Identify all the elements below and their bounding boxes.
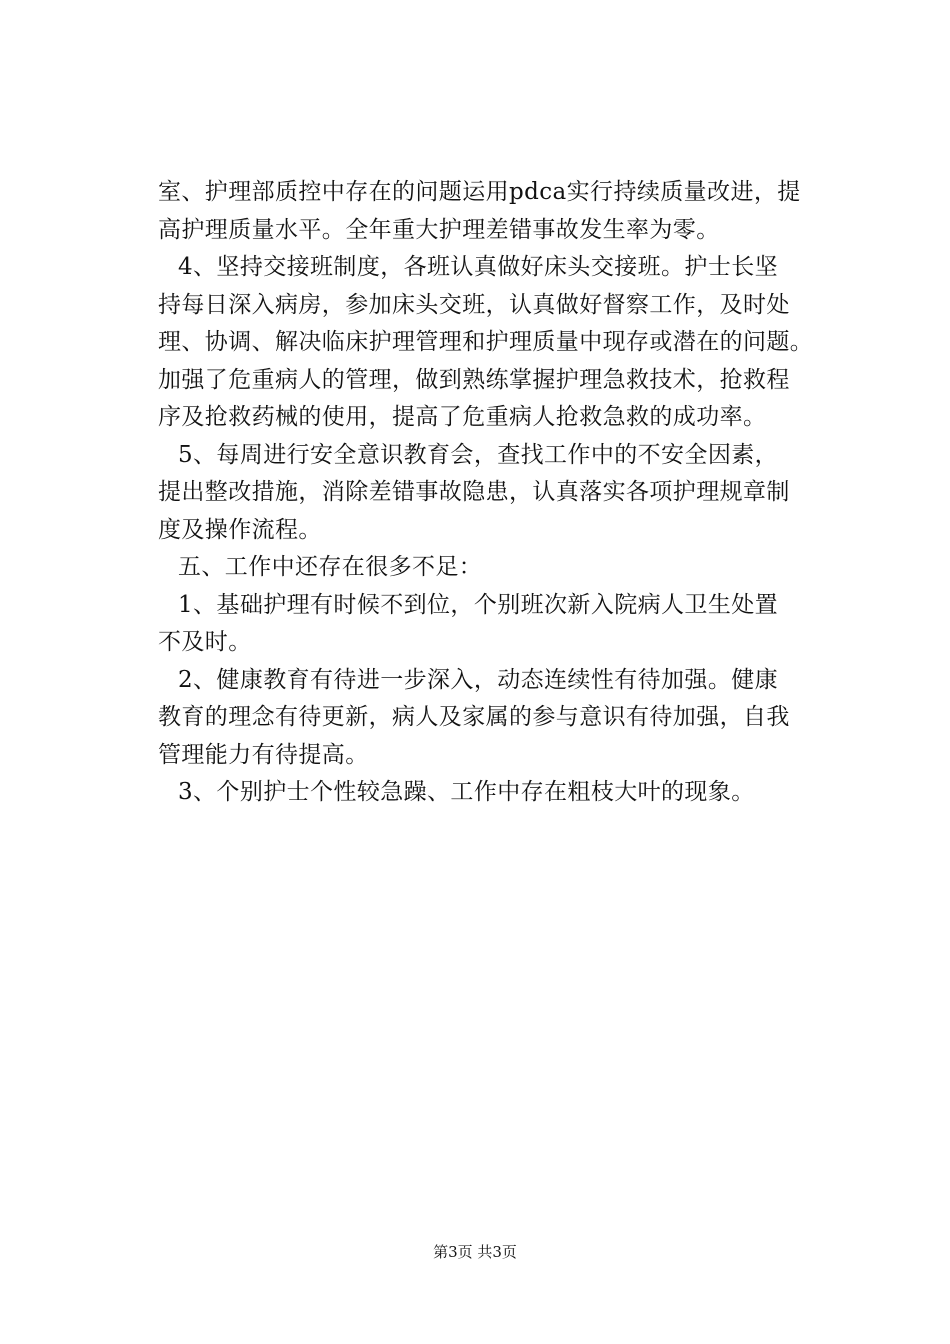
text-line: 4、坚持交接班制度，各班认真做好床头交接班。护士长坚	[178, 254, 779, 280]
page-number: 第3页 共3页	[433, 1243, 517, 1261]
text-line: 室、护理部质控中存在的问题运用pdca实行持续质量改进，提	[158, 179, 801, 205]
text-line: 教育的理念有待更新，病人及家属的参与意识有待加强，自我	[158, 704, 790, 730]
text-line: 加强了危重病人的管理，做到熟练掌握护理急救技术，抢救程	[158, 366, 790, 393]
text-line: 提出整改措施，消除差错事故隐患，认真落实各项护理规章制	[158, 479, 790, 505]
text-line: 3、个别护士个性较急躁、工作中存在粗枝大叶的现象。	[178, 779, 755, 805]
text-line: 理、协调、解决临床护理管理和护理质量中现存或潜在的问题。	[158, 329, 814, 355]
document-body	[158, 174, 838, 812]
text-line: 1、基础护理有时候不到位，个别班次新入院病人卫生处置	[178, 591, 779, 618]
text-line: 持每日深入病房，参加床头交班，认真做好督察工作，及时处	[158, 291, 790, 318]
text-line: 高护理质量水平。全年重大护理差错事故发生率为零。	[158, 216, 720, 243]
section-heading: 五、工作中还存在很多不足：	[178, 554, 483, 580]
text-line: 管理能力有待提高。	[158, 741, 369, 768]
text-line: 序及抢救药械的使用，提高了危重病人抢救急救的成功率。	[158, 404, 767, 430]
text-line: 不及时。	[158, 629, 252, 655]
text-line: 5、每周进行安全意识教育会，查找工作中的不安全因素，	[178, 441, 779, 468]
text-line: 度及操作流程。	[158, 516, 322, 543]
text-line: 2、健康教育有待进一步深入，动态连续性有待加强。健康	[178, 666, 779, 693]
